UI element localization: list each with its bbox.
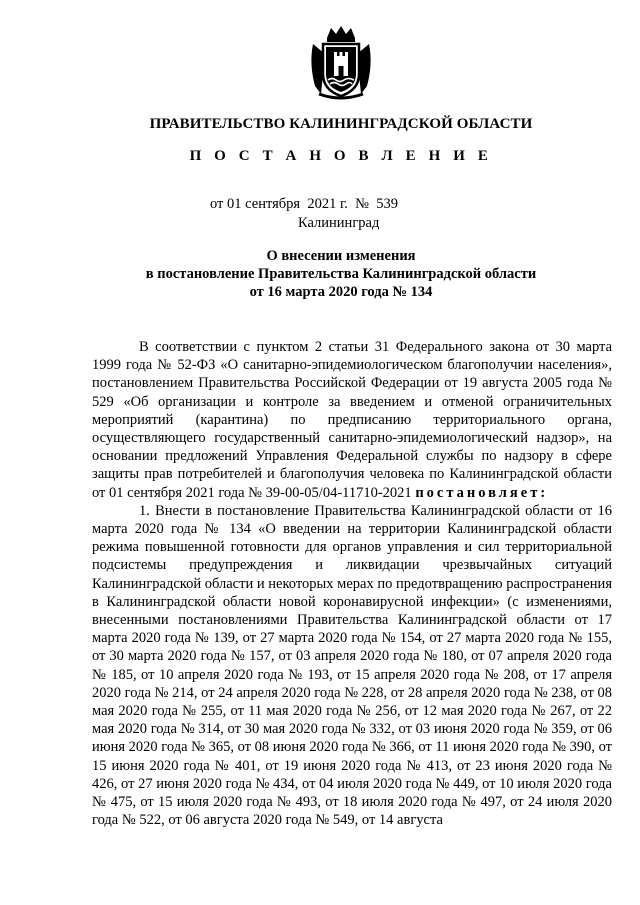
preamble-paragraph xyxy=(92,338,612,502)
government-title: ПРАВИТЕЛЬСТВО КАЛИНИНГРАДСКОЙ ОБЛАСТИ xyxy=(149,116,533,132)
resolves-keyword: постановляет: xyxy=(415,484,549,501)
document-date-number: от 01 сентября 2021 г. № 539 xyxy=(210,196,398,212)
document-subject xyxy=(0,247,640,301)
preamble-text: В соответствии с пунктом 2 статьи 31 Федерального закона от 30 марта 1999 года № 52-ФЗ «О санитарно-эпидемиологическом благополучии населения», постановлением Правительства Российской Федерации от 19 августа 2005 года № 529 «Об организации и контроле за введением и отменой ограничительных мероприятий (карантина) по предписанию территориального органа, осуществляющего государственный санитарно-эпидемиологический надзор», на основании предложений Управления Федеральной службы по надзору в сфере защиты прав потребителей и благополучия человека по Калининградской области от 01 сентября 2021 года № 39-00-05/04-11710-2021 xyxy=(92,339,612,501)
subject-line-2: в постановление Правительства Калининградской области xyxy=(145,266,537,282)
subject-line-1: О внесении изменения xyxy=(266,248,416,264)
subject-line-3: от 16 марта 2020 года № 134 xyxy=(249,284,433,300)
document-city: Калининград xyxy=(298,215,380,231)
document-type-title: П О С Т А Н О В Л Е Н И Е xyxy=(189,148,493,164)
clause-1-paragraph: 1. Внести в постановление Правительства Калининградской области от 16 марта 2020 года № 134 «О введении на территории Калининградской области режима повышенной готовности для органов управления и сил территориальной подсистемы предупреждения и ликвидации чрезвычайных ситуаций Калининградской области и некоторых мерах по предотвращению распространения в Калининградской области новой коронавирусной инфекции» (с изменениями, внесенными постановлениями Правительства Калининградской области от 17 марта 2020 года № 139, от 27 марта 2020 года № 154, от 27 марта 2020 года № 155, от 30 марта 2020 года № 157, от 03 апреля 2020 года № 180, от 07 апреля 2020 года № 185, от 10 апреля 2020 года № 193, от 15 апреля 2020 года № 208, от 17 апреля 2020 года № 214, от 24 апреля 2020 года № 228, от 28 апреля 2020 года № 238, от 08 мая 2020 года № 255, от 11 мая 2020 года № 256, от 12 мая 2020 года № 267, от 22 мая 2020 года № 314, от 30 мая 2020 года № 332, от 03 июня 2020 года № 359, от 06 июня 2020 года № 365, от 08 июня 2020 года № 366, от 11 июня 2020 года № 390, от 15 июня 2020 года № 401, от 19 июня 2020 года № 413, от 23 июня 2020 года № 426, от 27 июня 2020 года № 434, от 04 июля 2020 года № 449, от 10 июля 2020 года № 475, от 15 июля 2020 года № 493, от 18 июля 2020 года № 497, от 24 июля 2020 года № 522, от 06 августа 2020 года № 549, от 14 августа xyxy=(92,502,612,829)
kaliningrad-coat-of-arms-icon xyxy=(305,24,377,100)
document-body xyxy=(92,338,612,829)
